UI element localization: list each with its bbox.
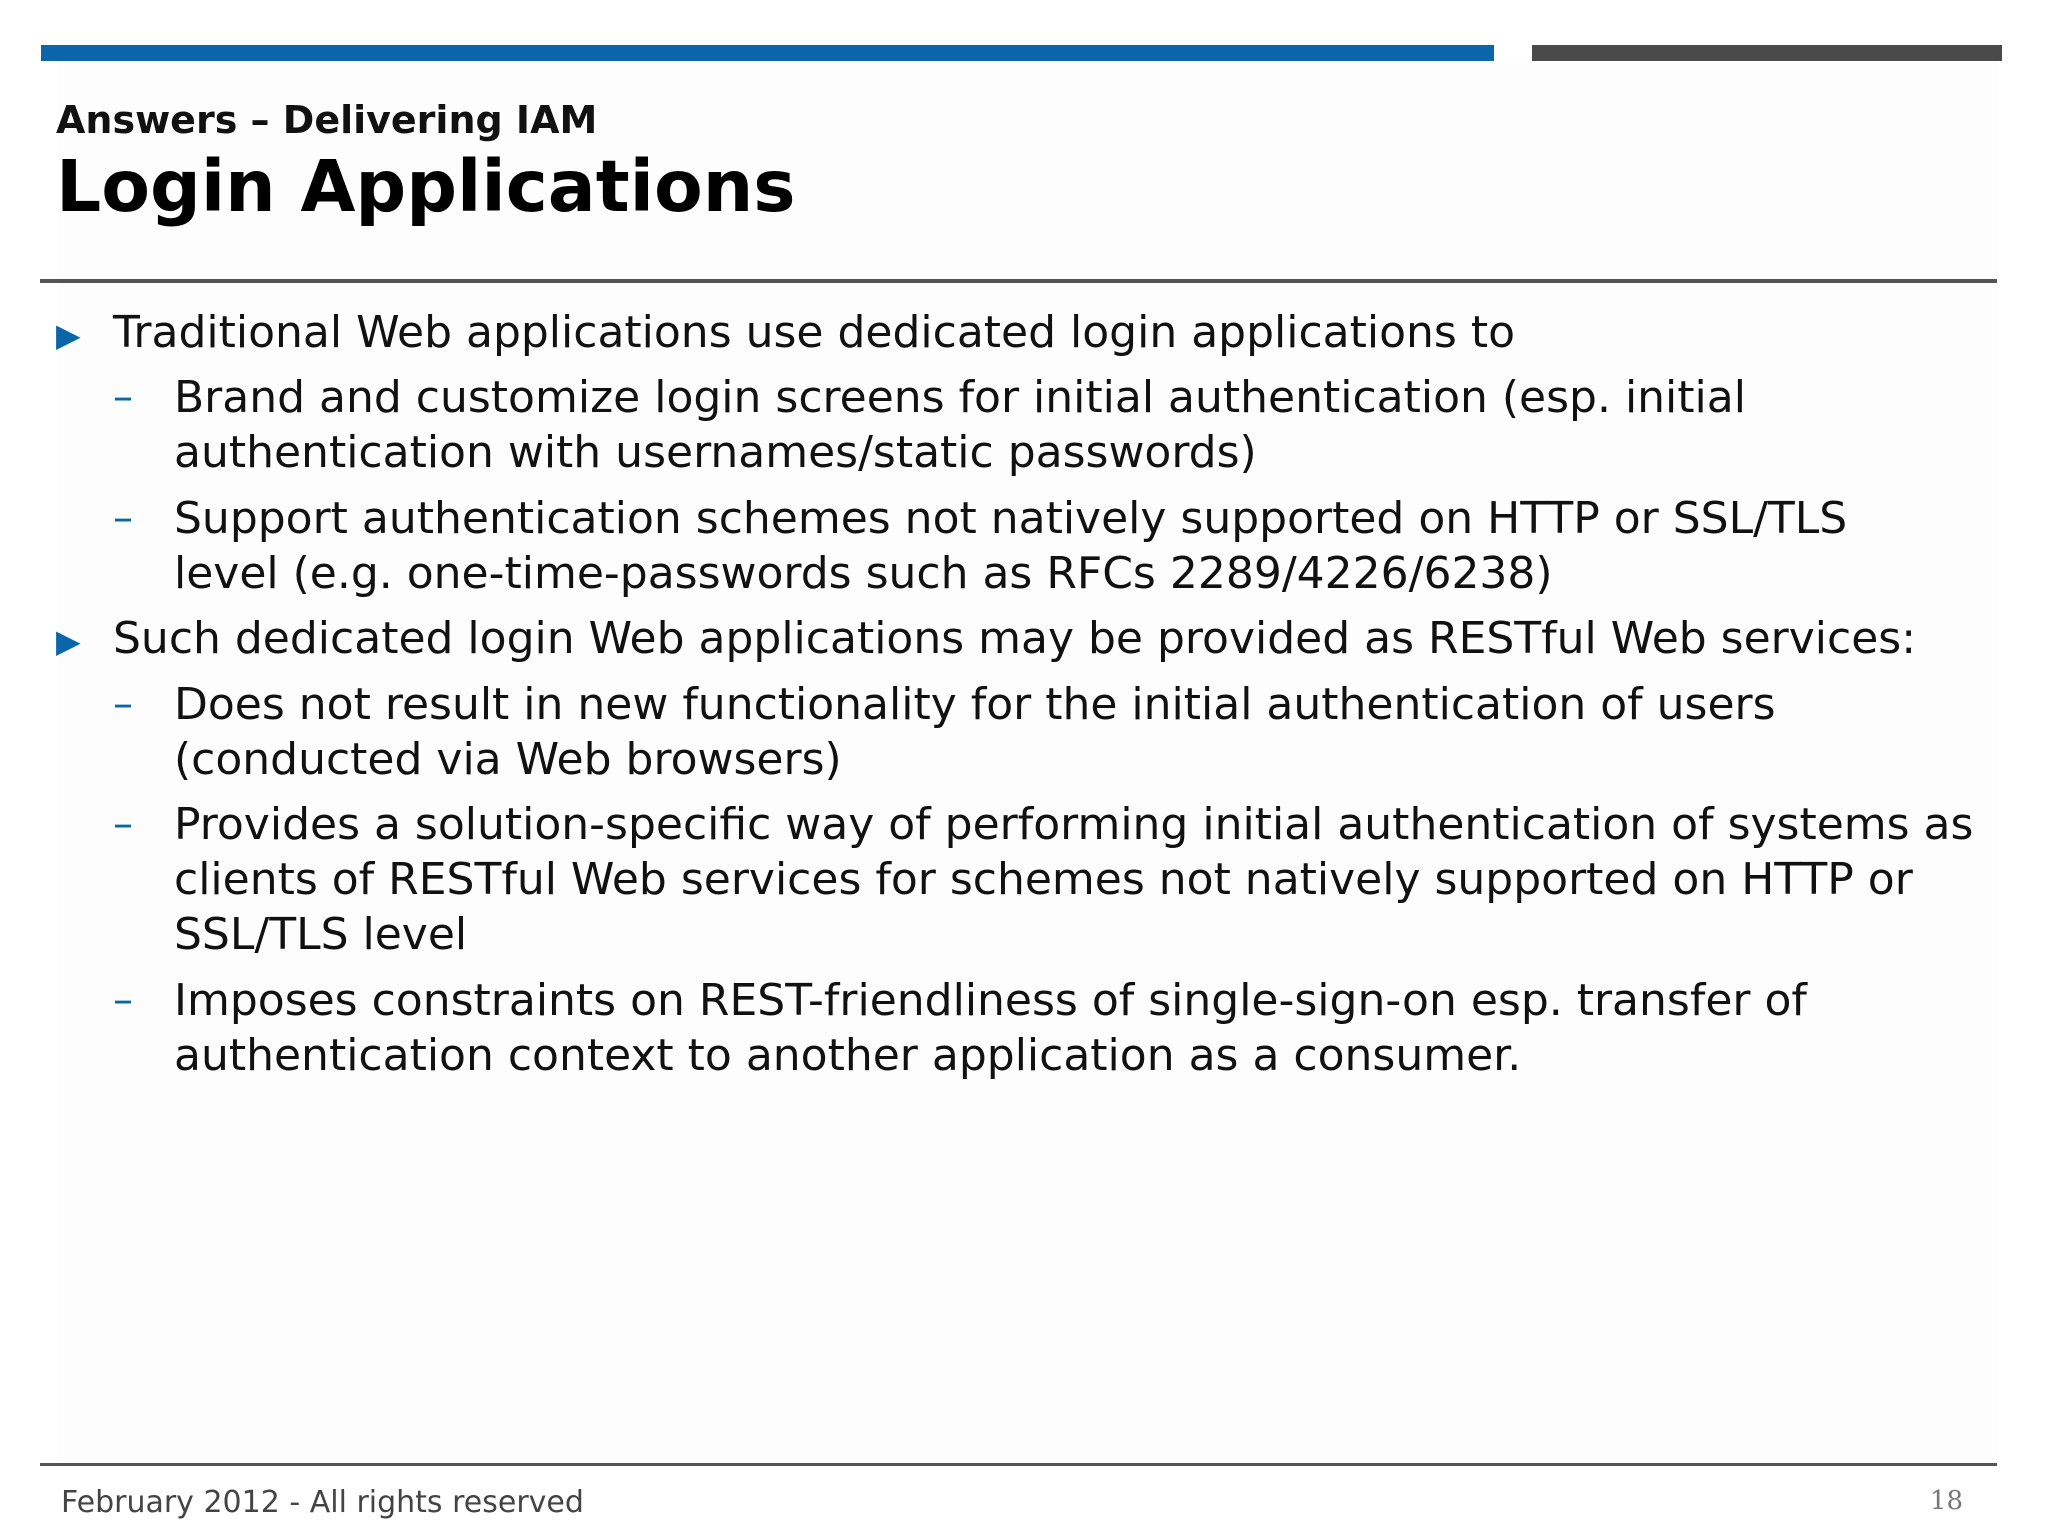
triangle-right-icon: ▶ xyxy=(56,316,81,354)
header-accent-bar-gray xyxy=(1532,45,2002,61)
dash-icon: – xyxy=(113,801,133,847)
dash-icon: – xyxy=(113,977,133,1023)
sub-bullet-item: Imposes constraints on REST-friendliness of single-sign-on esp. transfer of authentication context to another application as a consumer. xyxy=(174,975,1807,1081)
title-divider xyxy=(40,279,1997,283)
dash-icon: – xyxy=(113,681,133,727)
slide-subtitle: Answers – Delivering IAM xyxy=(56,98,598,142)
footer-copyright: February 2012 - All rights reserved xyxy=(61,1485,584,1520)
sub-bullet-item: Support authentication schemes not natively supported on HTTP or SSL/TLS level (e.g. one-time-passwords such as RFCs 2289/4226/6238) xyxy=(174,493,1848,599)
footer-divider xyxy=(40,1463,1997,1466)
triangle-right-icon: ▶ xyxy=(56,622,81,660)
sub-bullet-item: Brand and customize login screens for initial authentication (esp. initial authentication with usernames/static passwords) xyxy=(174,372,1746,478)
header-accent-bar-blue xyxy=(41,45,1494,61)
slide-title: Login Applications xyxy=(56,145,796,228)
bullet-item: Traditional Web applications use dedicated login applications to xyxy=(113,307,1515,358)
dash-icon: – xyxy=(113,495,133,541)
bullet-item: Such dedicated login Web applications may be provided as RESTful Web services: xyxy=(113,613,1917,664)
sub-bullet-item: Provides a solution-specific way of performing initial authentication of systems as clients of RESTful Web services for schemes not natively supported on HTTP or SSL/TLS level xyxy=(174,799,1974,960)
dash-icon: – xyxy=(113,374,133,420)
sub-bullet-item: Does not result in new functionality for the initial authentication of users (conducted via Web browsers) xyxy=(174,679,1776,785)
page-number: 18 xyxy=(1929,1486,1963,1516)
